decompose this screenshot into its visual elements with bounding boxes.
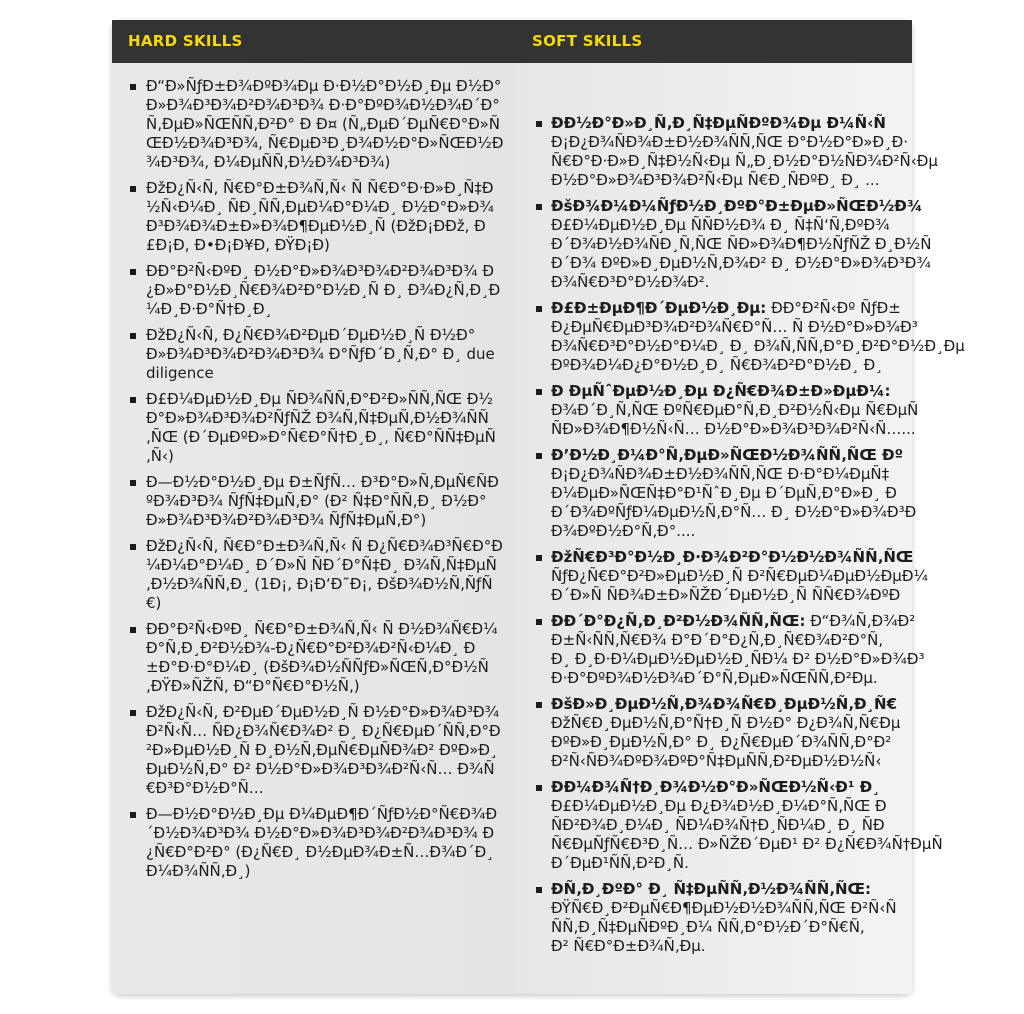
- soft-skill-title: Ð’Ð½Ð¸Ð¼Ð°Ñ‚ÐµÐ»ÑŒÐ½Ð¾ÑÑ‚ÑŒ Ðº: [551, 446, 904, 464]
- hard-skill-text: ÐÐ°Ð²Ñ‹ÐºÐ¸ Ñ€Ð°Ð±Ð¾Ñ‚Ñ‹ Ñ Ð½Ð¾Ñ€Ð¼Ð°Ñ‚Ð¸Ð²Ð½Ð¾-Ð¿Ñ€Ð°Ð²Ð¾Ð²Ñ‹Ð¼Ð¸ Ð±Ð°Ð·Ð°Ð¼Ð¸ (ÐšÐ¾Ð½ÑÑƒÐ»ÑŒÑ‚Ð°Ð½Ñ‚ÐŸÐ»ÑŽÑ, Ð“Ð°Ñ€Ð°Ð½Ñ‚): [146, 620, 498, 695]
- soft-skill-item: [516, 880, 912, 956]
- soft-skill-text: ÐºÐ¾Ð¼Ð¿Ð°Ð½Ð¸Ð¸ Ñ€Ð¾Ð²Ð°Ð½Ð¸ Ð¸: [551, 356, 883, 374]
- soft-skill-heading-line: [551, 446, 912, 465]
- soft-skill-text: Ð¼ÐµÐ»ÑŒÑ‡Ð°Ð¹ÑˆÐ¸Ðµ Ð´ÐµÑ‚Ð°Ð»Ð¸ Ð: [551, 484, 897, 502]
- bullet-icon: [130, 397, 136, 403]
- soft-skill-text: Ð¸ Ð¸Ð·Ð¼ÐµÐ½ÐµÐ½Ð¸ÑÐ¼ Ð² Ð½Ð°Ð»Ð¾Ð³: [551, 650, 925, 668]
- soft-skill-title: ÐÐ½Ð°Ð»Ð¸Ñ‚Ð¸Ñ‡ÐµÑÐºÐ¾Ðµ Ð¼Ñ‹Ñ: [551, 114, 886, 132]
- hard-skills-column: [112, 63, 516, 994]
- soft-skill-heading-line: [551, 382, 912, 401]
- bullet-icon: [130, 710, 136, 716]
- hard-skill-item: [112, 805, 516, 881]
- soft-skill-item: [516, 612, 925, 688]
- bullet-icon: [536, 306, 542, 312]
- bullet-icon: [130, 333, 136, 339]
- soft-skill-text: Ð¡Ð¿Ð¾ÑÐ¾Ð±Ð½Ð¾ÑÑ‚ÑŒ Ð·Ð°Ð¼ÐµÑ‡: [551, 465, 890, 483]
- soft-skill-text: ÐŸÑ€Ð¸Ð²ÐµÑ€Ð¶ÐµÐ½Ð½Ð¾ÑÑ‚ÑŒ Ð²Ñ‹Ñ: [551, 899, 897, 917]
- bullet-icon: [130, 627, 136, 633]
- soft-skill-heading-line: [551, 197, 923, 216]
- bullet-icon: [536, 702, 542, 708]
- soft-skill-text: Ð·Ð°ÐºÐ¾Ð½Ð¾Ð´Ð°Ñ‚ÐµÐ»ÑŒÑÑ‚Ð²Ðµ.: [551, 669, 878, 687]
- soft-skill-text: ÑƒÐ¿Ñ€Ð°Ð²Ð»ÐµÐ½Ð¸Ñ Ð²Ñ€ÐµÐ¼ÐµÐ½ÐµÐ¼: [551, 567, 928, 585]
- bullet-icon: [536, 453, 542, 459]
- soft-skills-heading: SOFT SKILLS: [532, 32, 643, 50]
- hard-skill-text: ÐžÐ¿Ñ‹Ñ‚ Ñ€Ð°Ð±Ð¾Ñ‚Ñ‹ Ñ Ñ€Ð°Ð·Ð»Ð¸Ñ‡Ð½Ñ‹Ð¼Ð¸ ÑÐ¸ÑÑ‚ÐµÐ¼Ð°Ð¼Ð¸ Ð½Ð°Ð»Ð¾Ð³Ð¾Ð¾Ð±Ð»Ð¾Ð¶ÐµÐ½Ð¸Ñ (ÐžÐ¡ÐÐž, Ð£Ð¡Ð, Ð•Ð¡Ð¥Ð, ÐŸÐ¡Ð): [146, 179, 494, 254]
- hard-skill-item: [112, 473, 516, 530]
- bullet-icon: [536, 204, 542, 210]
- soft-skill-title: ÐžÑ€Ð³Ð°Ð½Ð¸Ð·Ð¾Ð²Ð°Ð½Ð½Ð¾ÑÑ‚ÑŒ: [551, 548, 914, 566]
- bullet-icon: [130, 480, 136, 486]
- soft-skill-text: ÐºÐ»Ð¸ÐµÐ½Ñ‚Ð° Ð¸ Ð¿Ñ€ÐµÐ´Ð¾ÑÑ‚Ð°Ð²: [551, 733, 892, 751]
- soft-skill-text: Ð¾Ñ€Ð³Ð°Ð½Ð¾Ð².: [551, 273, 710, 291]
- hard-skill-text: Ð“Ð»ÑƒÐ±Ð¾ÐºÐ¾Ðµ Ð·Ð½Ð°Ð½Ð¸Ðµ Ð½Ð°Ð»Ð¾Ð³Ð¾Ð²Ð¾Ð³Ð¾ Ð·Ð°ÐºÐ¾Ð½Ð¾Ð´Ð°Ñ‚ÐµÐ»ÑŒÑÑ‚Ð²Ð° Ð Ð¤ (Ñ„ÐµÐ´ÐµÑ€Ð°Ð»ÑŒÐ½Ð¾Ð³Ð¾, Ñ€ÐµÐ³Ð¸Ð¾Ð½Ð°Ð»ÑŒÐ½Ð¾Ð³Ð¾, Ð¼ÐµÑÑ‚Ð½Ð¾Ð³Ð¾): [146, 77, 504, 171]
- soft-skill-text: Ð²Ñ‹ÑÐ¾ÐºÐ¾ÐºÐ°Ñ‡ÐµÑÑ‚Ð²ÐµÐ½Ð½Ñ‹: [551, 752, 882, 770]
- soft-skill-heading-line: [551, 778, 912, 797]
- soft-skill-text: Ñ€Ð°Ð·Ð»Ð¸Ñ‡Ð½Ñ‹Ðµ Ñ„Ð¸Ð½Ð°Ð½ÑÐ¾Ð²Ñ‹Ðµ: [551, 152, 938, 170]
- soft-skill-item: [516, 299, 965, 375]
- soft-skills-column: [516, 63, 965, 994]
- skills-table: [112, 20, 965, 994]
- bullet-icon: [536, 619, 542, 625]
- hard-skill-item: [112, 179, 516, 255]
- soft-skill-text: ÑÐ»Ð¾Ð¶Ð½Ñ‹Ñ… Ð½Ð°Ð»Ð¾Ð³Ð¾Ð²Ñ‹Ñ…...: [551, 420, 916, 438]
- hard-skill-text: Ð—Ð½Ð°Ð½Ð¸Ðµ Ð±ÑƒÑ… Ð³Ð°Ð»Ñ‚ÐµÑ€ÑÐºÐ¾Ð³Ð¾ ÑƒÑ‡ÐµÑ‚Ð° (Ð² Ñ‡Ð°ÑÑ‚Ð¸ Ð½Ð°Ð»Ð¾Ð³Ð¾Ð²Ð¾Ð³Ð¾ ÑƒÑ‡ÐµÑ‚Ð°): [146, 473, 499, 529]
- soft-skill-text: Ð¡Ð¿Ð¾ÑÐ¾Ð±Ð½Ð¾ÑÑ‚ÑŒ Ð°Ð½Ð°Ð»Ð¸Ð·: [551, 133, 908, 151]
- soft-skill-text: Ð£Ð¼ÐµÐ½Ð¸Ðµ Ð¿Ð¾Ð½Ð¸Ð¼Ð°Ñ‚ÑŒ Ð: [551, 797, 887, 815]
- soft-skill-title: ÐšÐ¾Ð¼Ð¼ÑƒÐ½Ð¸ÐºÐ°Ð±ÐµÐ»ÑŒÐ½Ð¾: [551, 197, 923, 215]
- soft-skill-title: ÐÐ¼Ð¾Ñ†Ð¸Ð¾Ð½Ð°Ð»ÑŒÐ½Ñ‹Ð¹ Ð¸: [551, 778, 880, 796]
- soft-skill-item: [516, 548, 928, 605]
- hard-skills-heading: HARD SKILLS: [128, 32, 243, 50]
- hard-skill-text: Ð£Ð¼ÐµÐ½Ð¸Ðµ ÑÐ¾ÑÑ‚Ð°Ð²Ð»ÑÑ‚ÑŒ Ð½Ð°Ð»Ð¾Ð³Ð¾Ð²ÑƒÑŽ Ð¾Ñ‚Ñ‡ÐµÑ‚Ð½Ð¾ÑÑ‚ÑŒ (Ð´ÐµÐºÐ»Ð°Ñ€Ð°Ñ†Ð¸Ð¸, Ñ€Ð°ÑÑ‡ÐµÑ‚Ñ‹): [146, 390, 496, 465]
- bullet-icon: [130, 186, 136, 192]
- soft-skill-item: [516, 114, 938, 190]
- bullet-icon: [536, 555, 542, 561]
- soft-skill-text: Ñ€ÐµÑƒÑ€Ð³Ð¸Ñ… Ð»ÑŽÐ´ÐµÐ¹ Ð² Ð¿Ñ€Ð¾Ñ†ÐµÑ: [551, 835, 943, 853]
- soft-skill-text: ÐÐ°Ð²Ñ‹Ðº ÑƒÐ±: [766, 299, 901, 317]
- soft-skill-text: ÐžÑ€Ð¸ÐµÐ½Ñ‚Ð°Ñ†Ð¸Ñ Ð½Ð° Ð¿Ð¾Ñ‚Ñ€Ðµ: [551, 714, 901, 732]
- soft-skill-text: Ð£Ð¼ÐµÐ½Ð¸Ðµ ÑÑÐ½Ð¾ Ð¸ Ñ‡Ñ‘Ñ‚ÐºÐ¾: [551, 216, 890, 234]
- bullet-icon: [536, 887, 542, 893]
- bullet-icon: [130, 269, 136, 275]
- hard-skill-item: [112, 262, 516, 319]
- soft-skill-heading-line: [551, 695, 912, 714]
- hard-skill-item: [112, 703, 516, 798]
- soft-skill-item: [516, 695, 912, 771]
- bullet-icon: [536, 121, 542, 127]
- soft-skill-heading-line: [551, 114, 912, 133]
- soft-skill-heading-line: [551, 299, 912, 318]
- soft-skill-text: Ð±Ñ‹ÑÑ‚Ñ€Ð¾ Ð°Ð´Ð°Ð¿Ñ‚Ð¸Ñ€Ð¾Ð²Ð°Ñ‚: [551, 631, 884, 649]
- soft-skill-heading-line: [551, 612, 916, 631]
- soft-skill-item: [516, 446, 917, 541]
- soft-skill-text: Ð¾Ñ€Ð³Ð°Ð½Ð°Ð¼Ð¸ Ð¸ Ð¾Ñ‚ÑÑ‚Ð°Ð¸Ð²Ð°Ð½Ð¸Ðµ: [551, 337, 965, 355]
- hard-skill-text: ÐÐ°Ð²Ñ‹ÐºÐ¸ Ð½Ð°Ð»Ð¾Ð³Ð¾Ð²Ð¾Ð³Ð¾ Ð¿Ð»Ð°Ð½Ð¸Ñ€Ð¾Ð²Ð°Ð½Ð¸Ñ Ð¸ Ð¾Ð¿Ñ‚Ð¸Ð¼Ð¸Ð·Ð°Ñ†Ð¸Ð¸: [146, 262, 501, 318]
- hard-skill-item: [112, 326, 516, 383]
- hard-skill-text: ÐžÐ¿Ñ‹Ñ‚ Ñ€Ð°Ð±Ð¾Ñ‚Ñ‹ Ñ Ð¿Ñ€Ð¾Ð³Ñ€Ð°Ð¼Ð¼Ð°Ð¼Ð¸ Ð´Ð»Ñ ÑÐ´Ð°Ñ‡Ð¸ Ð¾Ñ‚Ñ‡ÐµÑ‚Ð½Ð¾ÑÑ‚Ð¸ (1Ð¡, Ð¡Ð‘Ð˜Ð¡, ÐšÐ¾Ð½Ñ‚ÑƒÑ€): [146, 537, 503, 612]
- table-header: [112, 20, 912, 63]
- bullet-icon: [130, 84, 136, 90]
- soft-skill-text: Ð“Ð¾Ñ‚Ð¾Ð²: [805, 612, 916, 630]
- hard-skill-item: [112, 77, 516, 172]
- bullet-icon: [536, 785, 542, 791]
- soft-skill-title: ÐšÐ»Ð¸ÐµÐ½Ñ‚Ð¾Ð¾Ñ€Ð¸ÐµÐ½Ñ‚Ð¸Ñ€: [551, 695, 898, 713]
- soft-skill-text: ÑÑ‚Ð¸Ñ‡ÐµÑÐºÐ¸Ð¼ ÑÑ‚Ð°Ð½Ð´Ð°Ñ€Ñ‚: [551, 918, 865, 936]
- hard-skills-list: [112, 63, 516, 881]
- soft-skill-text: Ð´ÐµÐ¹ÑÑ‚Ð²Ð¸Ñ.: [551, 854, 689, 872]
- soft-skills-list: [516, 63, 965, 956]
- soft-skill-text: Ð² Ñ€Ð°Ð±Ð¾Ñ‚Ðµ.: [551, 937, 706, 955]
- soft-skill-text: Ð´Ð¾ÐºÑƒÐ¼ÐµÐ½Ñ‚Ð°Ñ… Ð¸ Ð½Ð°Ð»Ð¾Ð³Ð: [551, 503, 917, 521]
- hard-skill-item: [112, 390, 516, 466]
- hard-skill-text: Ð—Ð½Ð°Ð½Ð¸Ðµ Ð¼ÐµÐ¶Ð´ÑƒÐ½Ð°Ñ€Ð¾Ð´Ð½Ð¾Ð³Ð¾ Ð½Ð°Ð»Ð¾Ð³Ð¾Ð²Ð¾Ð³Ð¾ Ð¿Ñ€Ð°Ð²Ð° (Ð¿Ñ€Ð¸ Ð½ÐµÐ¾Ð±Ñ…Ð¾Ð´Ð¸Ð¼Ð¾ÑÑ‚Ð¸): [146, 805, 498, 880]
- soft-skill-title: ÐÐ´Ð°Ð¿Ñ‚Ð¸Ð²Ð½Ð¾ÑÑ‚ÑŒ:: [551, 612, 806, 630]
- soft-skill-text: Ð¾ÐºÐ½Ð°Ñ‚Ð°....: [551, 522, 696, 540]
- soft-skill-heading-line: [551, 880, 912, 899]
- soft-skill-title: ÐÑ‚Ð¸ÐºÐ° Ð¸ Ñ‡ÐµÑÑ‚Ð½Ð¾ÑÑ‚ÑŒ:: [551, 880, 872, 898]
- soft-skill-text: Ð´Ð»Ñ ÑÐ¾Ð±Ð»ÑŽÐ´ÐµÐ½Ð¸Ñ ÑÑ€Ð¾ÐºÐ: [551, 586, 901, 604]
- soft-skill-item: [516, 778, 943, 873]
- soft-skill-title: Ð ÐµÑˆÐµÐ½Ð¸Ðµ Ð¿Ñ€Ð¾Ð±Ð»ÐµÐ¼:: [551, 382, 891, 400]
- soft-skill-text: Ð´Ð¾Ð½Ð¾ÑÐ¸Ñ‚ÑŒ ÑÐ»Ð¾Ð¶Ð½ÑƒÑŽ Ð¸Ð½Ñ: [551, 235, 932, 253]
- soft-skill-item: [516, 382, 919, 439]
- hard-skill-text: ÐžÐ¿Ñ‹Ñ‚ Ð²ÐµÐ´ÐµÐ½Ð¸Ñ Ð½Ð°Ð»Ð¾Ð³Ð¾Ð²Ñ‹Ñ… ÑÐ¿Ð¾Ñ€Ð¾Ð² Ð¸ Ð¿Ñ€ÐµÐ´ÑÑ‚Ð°Ð²Ð»ÐµÐ½Ð¸Ñ Ð¸Ð½Ñ‚ÐµÑ€ÐµÑÐ¾Ð² ÐºÐ»Ð¸ÐµÐ½Ñ‚Ð° Ð² Ð½Ð°Ð»Ð¾Ð³Ð¾Ð²Ñ‹Ñ… Ð¾Ñ€Ð³Ð°Ð½Ð°Ñ…: [146, 703, 501, 797]
- bullet-icon: [536, 389, 542, 395]
- soft-skill-text: Ð½Ð°Ð»Ð¾Ð³Ð¾Ð²Ñ‹Ðµ Ñ€Ð¸ÑÐºÐ¸ Ð¸ ...: [551, 171, 880, 189]
- bullet-icon: [130, 812, 136, 818]
- soft-skill-heading-line: [551, 548, 912, 567]
- hard-skill-item: [112, 537, 516, 613]
- hard-skill-item: [112, 620, 516, 696]
- hard-skill-text: ÐžÐ¿Ñ‹Ñ‚ Ð¿Ñ€Ð¾Ð²ÐµÐ´ÐµÐ½Ð¸Ñ Ð½Ð°Ð»Ð¾Ð³Ð¾Ð²Ð¾Ð³Ð¾ Ð°ÑƒÐ´Ð¸Ñ‚Ð° Ð¸ due diligence: [146, 326, 495, 382]
- soft-skill-text: Ð¿ÐµÑ€ÐµÐ³Ð¾Ð²Ð¾Ñ€Ð°Ñ… Ñ Ð½Ð°Ð»Ð¾Ð³: [551, 318, 918, 336]
- soft-skill-title: Ð£Ð±ÐµÐ¶Ð´ÐµÐ½Ð¸Ðµ:: [551, 299, 767, 317]
- soft-skill-text: Ð¾Ð´Ð¸Ñ‚ÑŒ ÐºÑ€ÐµÐ°Ñ‚Ð¸Ð²Ð½Ñ‹Ðµ Ñ€ÐµÑ: [551, 401, 919, 419]
- soft-skill-text: ÑÐ²Ð¾Ð¸Ð¼Ð¸ ÑÐ¼Ð¾Ñ†Ð¸ÑÐ¼Ð¸ Ð¸ ÑÐ: [551, 816, 885, 834]
- soft-skill-text: Ð´Ð¾ ÐºÐ»Ð¸ÐµÐ½Ñ‚Ð¾Ð² Ð¸ Ð½Ð°Ð»Ð¾Ð³Ð¾: [551, 254, 931, 272]
- bullet-icon: [130, 544, 136, 550]
- soft-skill-item: [516, 197, 932, 292]
